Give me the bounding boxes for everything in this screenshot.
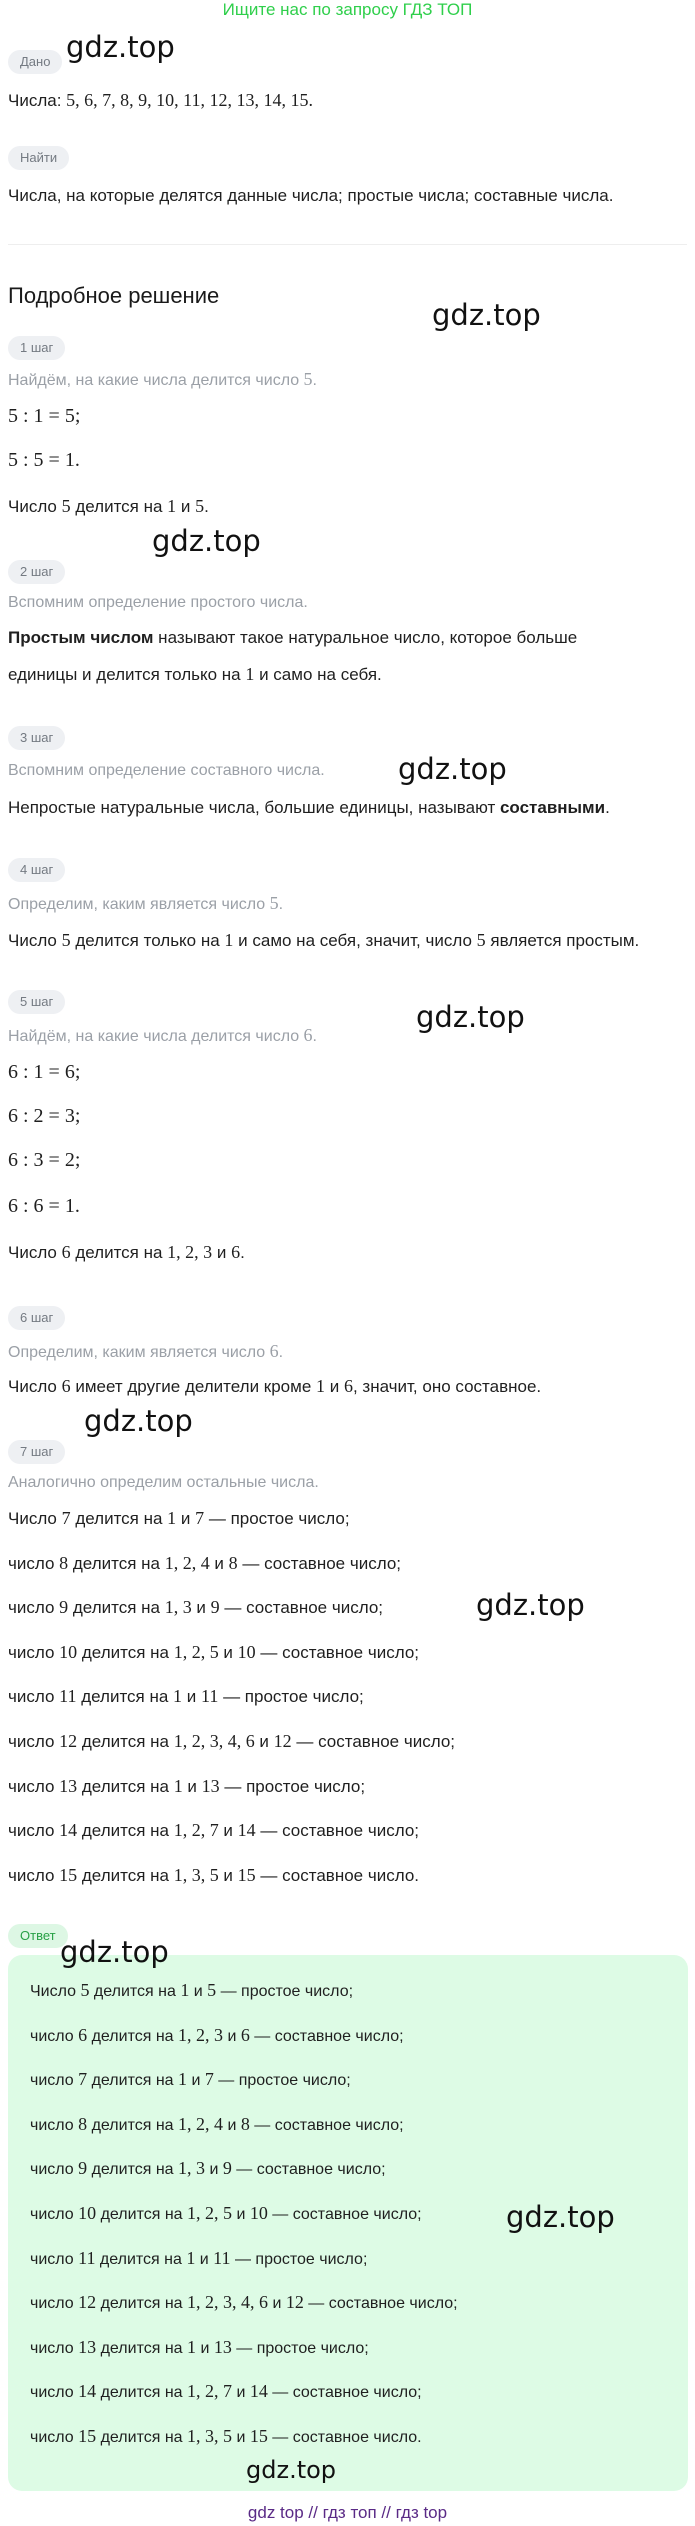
result-row: число 9 делится на 1, 3 и 9 — составное число; [8, 1597, 383, 1618]
answer-row: число 6 делится на 1, 2, 3 и 6 — составное число; [30, 2024, 404, 2045]
step5-conclusion: Число 6 делится на 1, 2, 3 и 6. [8, 1242, 245, 1262]
result-row: число 10 делится на 1, 2, 5 и 10 — составное число; [8, 1641, 419, 1662]
answer-row: число 15 делится на 1, 3, 5 и 15 — составное число. [30, 2426, 422, 2446]
step3-label: 3 шаг [8, 726, 65, 750]
result-row: число 8 делится на 1, 2, 4 и 8 — составное число; [8, 1552, 401, 1573]
footer-links: gdz top // гдз топ // гдз top [247, 2503, 448, 2522]
search-banner: Ищите нас по запросу ГДЗ ТОП [222, 0, 473, 19]
given-text: Числа: 5, 6, 7, 8, 9, 10, 11, 12, 13, 14, 15. [8, 90, 313, 110]
result-row: Число 7 делится на 1 и 7 — простое число; [8, 1508, 350, 1528]
given-label: Дано [8, 50, 62, 74]
step2-line1: Простым числом называют такое натуральное число, которое больше [8, 628, 578, 647]
answer-label: Ответ [8, 1924, 68, 1948]
step1-eq2: 5 : 5 = 1. [8, 449, 80, 471]
step1-eq1: 5 : 1 = 5; [8, 405, 81, 427]
watermark: gdz.top [152, 524, 261, 558]
watermark: gdz.top [506, 2200, 615, 2234]
step2-line2: единицы и делится только на 1 и само на себя. [8, 664, 382, 684]
step5-eq1: 6 : 1 = 6; [8, 1061, 81, 1083]
answer-row: число 10 делится на 1, 2, 5 и 10 — составное число; [30, 2203, 422, 2223]
watermark: gdz.top [60, 1935, 169, 1969]
step2-label: 2 шаг [8, 560, 65, 584]
divider [8, 244, 687, 245]
find-text: Числа, на которые делятся данные числа; простые числа; составные числа. [8, 186, 614, 205]
step7-hint: Аналогично определим остальные числа. [8, 1474, 319, 1491]
watermark: gdz.top [432, 298, 541, 332]
result-row: число 11 делится на 1 и 11 — простое число; [8, 1686, 364, 1707]
answer-row: число 12 делится на 1, 2, 3, 4, 6 и 12 — составное число; [30, 2292, 458, 2313]
answer-row: число 14 делится на 1, 2, 7 и 14 — составное число; [30, 2381, 422, 2402]
result-row: число 12 делится на 1, 2, 3, 4, 6 и 12 — составное число; [8, 1731, 455, 1751]
step6-text: Число 6 имеет другие делители кроме 1 и 6, значит, оно составное. [8, 1376, 542, 1396]
step1-conclusion: Число 5 делится на 1 и 5. [8, 496, 209, 516]
watermark: gdz.top [84, 1404, 193, 1438]
watermark: gdz.top [66, 30, 175, 64]
step5-hint: Найдём, на какие числа делится число 6. [8, 1025, 317, 1045]
step7-label: 7 шаг [8, 1440, 65, 1464]
step5-eq2: 6 : 2 = 3; [8, 1105, 81, 1127]
answer-row: число 13 делится на 1 и 13 — простое число; [30, 2336, 369, 2357]
watermark: gdz.top [398, 752, 507, 786]
result-row: число 15 делится на 1, 3, 5 и 15 — составное число. [8, 1864, 419, 1885]
watermark: gdz.top [476, 1588, 585, 1622]
step3-text: Непростые натуральные числа, большие единицы, называют составными. [8, 798, 610, 817]
watermark: gdz.top [416, 1000, 525, 1034]
answer-row: число 9 делится на 1, 3 и 9 — составное число; [30, 2158, 386, 2179]
answer-row: Число 5 делится на 1 и 5 — простое число; [30, 1980, 354, 2000]
step6-label: 6 шаг [8, 1306, 65, 1330]
step5-eq3: 6 : 3 = 2; [8, 1149, 81, 1171]
answer-row: число 11 делится на 1 и 11 — простое число; [30, 2247, 368, 2268]
step4-label: 4 шаг [8, 858, 65, 882]
step2-hint: Вспомним определение простого числа. [8, 594, 308, 611]
step4-text: Число 5 делится только на 1 и само на себя, значит, число 5 является простым. [8, 930, 640, 950]
find-label: Найти [8, 146, 69, 170]
solution-title: Подробное решение [8, 283, 220, 308]
watermark: gdz.top [246, 2456, 337, 2484]
step5-eq4: 6 : 6 = 1. [8, 1195, 80, 1217]
answer-row: число 7 делится на 1 и 7 — простое число; [30, 2069, 351, 2090]
answer-row: число 8 делится на 1, 2, 4 и 8 — составное число; [30, 2113, 404, 2134]
step3-hint: Вспомним определение составного числа. [8, 762, 325, 779]
result-row: число 13 делится на 1 и 13 — простое число; [8, 1775, 366, 1796]
step6-hint: Определим, каким является число 6. [8, 1341, 284, 1361]
step5-label: 5 шаг [8, 990, 65, 1014]
step4-hint: Определим, каким является число 5. [8, 893, 284, 913]
result-row: число 14 делится на 1, 2, 7 и 14 — составное число; [8, 1820, 419, 1841]
step1-label: 1 шаг [8, 336, 65, 360]
step1-hint: Найдём, на какие числа делится число 5. [8, 369, 317, 389]
